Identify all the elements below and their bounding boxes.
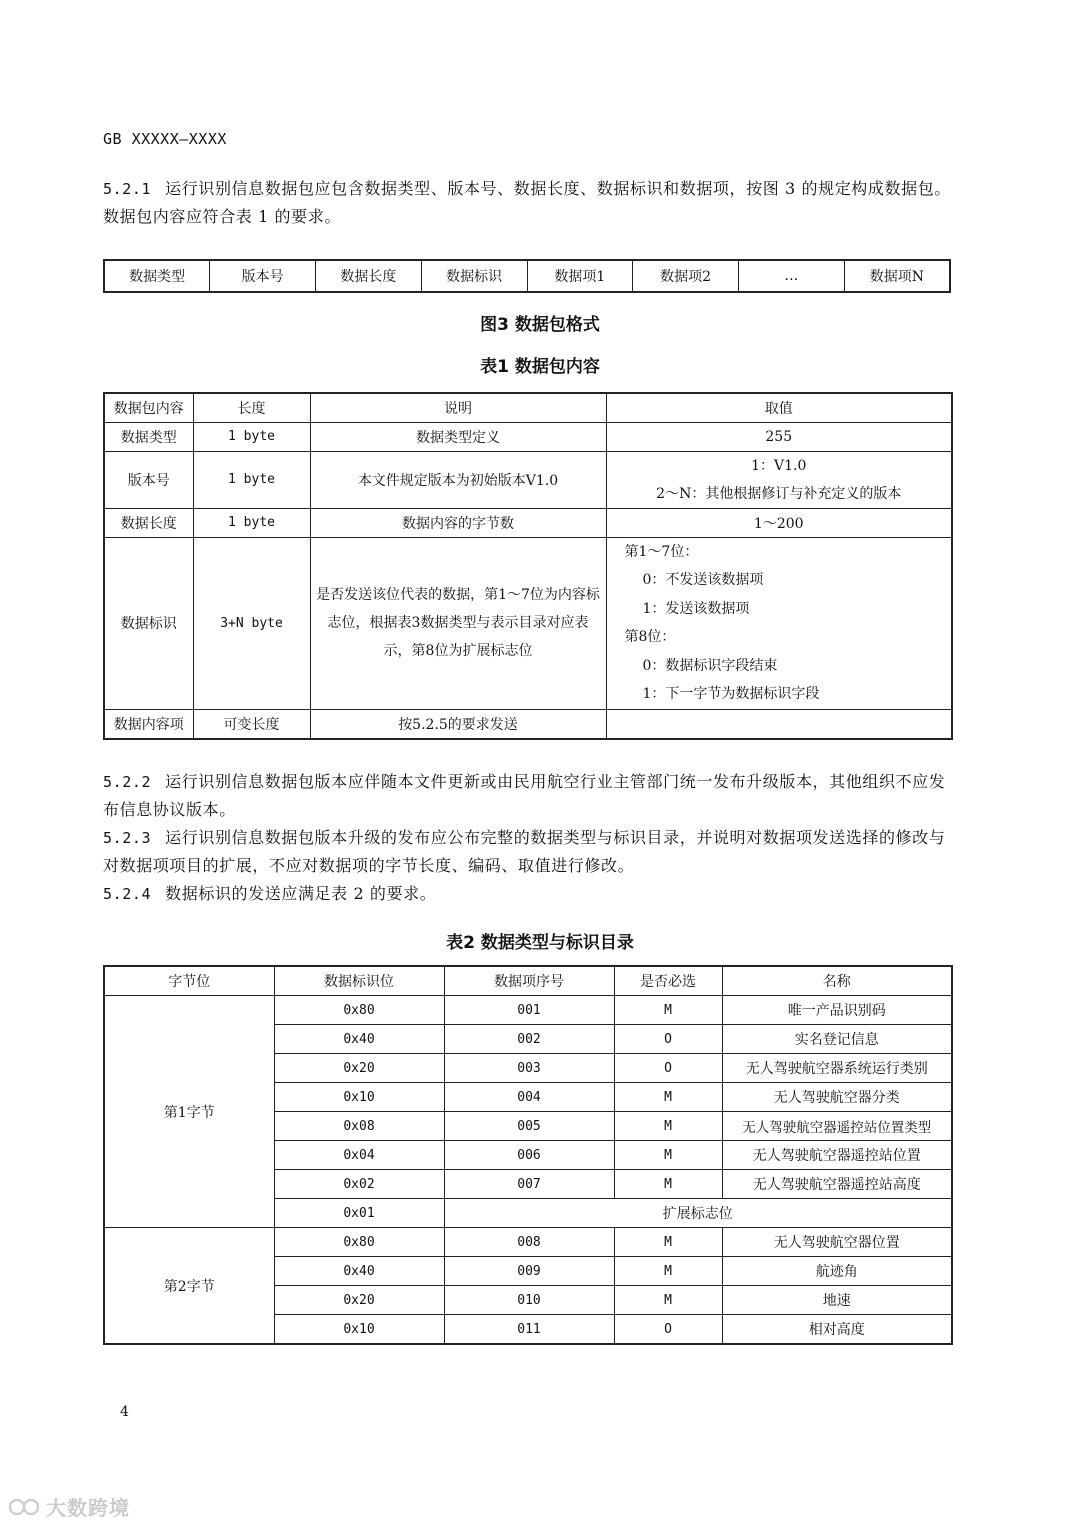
value-line: 2～N：其他根据修订与补充定义的版本 <box>656 485 902 502</box>
value-line: 第1～7位： <box>624 543 699 560</box>
seq-cell: 004 <box>444 1083 614 1112</box>
standard-code: GB XXXXX—XXXX <box>103 130 227 148</box>
name-cell: 航迹角 <box>722 1257 952 1286</box>
bit-cell: 0x04 <box>274 1141 444 1170</box>
row-value <box>606 709 952 739</box>
seq-cell: 005 <box>444 1112 614 1141</box>
row-name: 数据类型 <box>104 422 193 451</box>
bit-cell: 0x80 <box>274 996 444 1025</box>
name-cell: 无人驾驶航空器遥控站高度 <box>722 1170 952 1199</box>
byte-group-label: 第2字节 <box>104 1228 274 1345</box>
req-cell: O <box>614 1025 722 1054</box>
clause-5-2-2 <box>103 768 951 824</box>
fig3-cell: 版本号 <box>210 260 316 292</box>
name-cell: 地速 <box>722 1286 952 1315</box>
req-cell: M <box>614 1286 722 1315</box>
row-value: 255 <box>606 422 952 451</box>
req-cell: M <box>614 1257 722 1286</box>
req-cell: M <box>614 1228 722 1257</box>
table-2-caption: 表2 数据类型与标识目录 <box>446 933 634 953</box>
req-cell: M <box>614 1170 722 1199</box>
clause-text: 数据标识的发送应满足表 2 的要求。 <box>165 884 437 903</box>
clause-text: 运行识别信息数据包版本应伴随本文件更新或由民用航空行业主管部门统一发布升级版本，其他组织不应发布信息协议版本。 <box>103 772 946 819</box>
table-1-packet-content <box>103 392 953 740</box>
table-1-caption: 表1 数据包内容 <box>480 357 600 377</box>
row-value <box>606 451 952 508</box>
table-row <box>104 508 952 537</box>
row-value <box>606 537 952 709</box>
table-header-cell: 是否必选 <box>614 966 722 996</box>
page-number: 4 <box>120 1404 129 1420</box>
watermark <box>8 1492 130 1521</box>
bit-cell: 0x10 <box>274 1315 444 1345</box>
name-cell: 实名登记信息 <box>722 1025 952 1054</box>
row-length: 1 byte <box>193 451 310 508</box>
req-cell: M <box>614 1083 722 1112</box>
row-length: 可变长度 <box>193 709 310 739</box>
row-desc: 按5.2.5的要求发送 <box>310 709 606 739</box>
seq-cell: 008 <box>444 1228 614 1257</box>
value-line: 0：数据标识字段结束 <box>642 657 778 674</box>
bit-cell: 0x10 <box>274 1083 444 1112</box>
table-row <box>104 537 952 709</box>
table-header-cell: 字节位 <box>104 966 274 996</box>
clause-number: 5.2.4 <box>103 885 152 903</box>
req-cell: O <box>614 1315 722 1345</box>
row-desc: 数据类型定义 <box>310 422 606 451</box>
name-cell: 无人驾驶航空器遥控站位置 <box>722 1141 952 1170</box>
row-name: 数据内容项 <box>104 709 193 739</box>
bit-cell: 0x08 <box>274 1112 444 1141</box>
row-length: 1 byte <box>193 508 310 537</box>
value-line: 第8位： <box>624 629 676 645</box>
table-2-data-type-catalog <box>103 965 953 1345</box>
name-cell: 相对高度 <box>722 1315 952 1345</box>
watermark-text: 大数跨境 <box>46 1496 130 1520</box>
watermark-logo-icon <box>8 1496 42 1518</box>
figure-3-caption: 图3 数据包格式 <box>480 315 600 335</box>
table-header-cell: 名称 <box>722 966 952 996</box>
fig3-cell: … <box>739 260 845 292</box>
table-row <box>104 709 952 739</box>
value-line: 1：发送该数据项 <box>642 600 750 617</box>
seq-cell: 009 <box>444 1257 614 1286</box>
row-value: 1～200 <box>606 508 952 537</box>
clause-5-2-1 <box>103 175 951 231</box>
bit-cell: 0x80 <box>274 1228 444 1257</box>
row-desc: 本文件规定版本为初始版本V1.0 <box>310 451 606 508</box>
row-desc: 数据内容的字节数 <box>310 508 606 537</box>
seq-cell: 007 <box>444 1170 614 1199</box>
table-row <box>104 451 952 508</box>
req-cell: O <box>614 1054 722 1083</box>
row-name: 数据长度 <box>104 508 193 537</box>
bit-cell: 0x20 <box>274 1286 444 1315</box>
table-header-cell: 取值 <box>606 393 952 422</box>
name-cell: 无人驾驶航空器遥控站位置类型 <box>722 1112 952 1141</box>
fig3-cell: 数据项1 <box>527 260 633 292</box>
fig3-cell: 数据项N <box>844 260 950 292</box>
name-cell: 唯一产品识别码 <box>722 996 952 1025</box>
clause-number: 5.2.1 <box>103 180 152 198</box>
req-cell: M <box>614 1112 722 1141</box>
table-header-cell: 数据项序号 <box>444 966 614 996</box>
clause-5-2-3 <box>103 824 951 880</box>
seq-cell: 002 <box>444 1025 614 1054</box>
fig3-cell: 数据类型 <box>104 260 210 292</box>
row-name: 数据标识 <box>104 537 193 709</box>
byte-group-label: 第1字节 <box>104 996 274 1228</box>
row-length: 3+N byte <box>193 537 310 709</box>
bit-cell: 0x40 <box>274 1025 444 1054</box>
bit-cell: 0x02 <box>274 1170 444 1199</box>
figure-3-packet-format <box>103 259 951 293</box>
value-line: 1：V1.0 <box>751 457 807 474</box>
req-cell: M <box>614 1141 722 1170</box>
seq-cell: 001 <box>444 996 614 1025</box>
seq-cell: 006 <box>444 1141 614 1170</box>
table-row <box>104 422 952 451</box>
extension-flag-cell: 扩展标志位 <box>444 1199 952 1228</box>
table-header-cell: 说明 <box>310 393 606 422</box>
table-row <box>104 1228 952 1257</box>
value-line: 1：下一字节为数据标识字段 <box>642 686 820 702</box>
row-length: 1 byte <box>193 422 310 451</box>
table-row <box>104 996 952 1025</box>
row-desc: 是否发送该位代表的数据，第1～7位为内容标志位，根据表3数据类型与表示目录对应表示，第8位为扩展标志位 <box>310 537 606 709</box>
row-name: 版本号 <box>104 451 193 508</box>
fig3-cell: 数据标识 <box>421 260 527 292</box>
fig3-cell: 数据长度 <box>316 260 422 292</box>
name-cell: 无人驾驶航空器系统运行类别 <box>722 1054 952 1083</box>
name-cell: 无人驾驶航空器分类 <box>722 1083 952 1112</box>
bit-cell: 0x40 <box>274 1257 444 1286</box>
req-cell: M <box>614 996 722 1025</box>
clause-text: 运行识别信息数据包版本升级的发布应公布完整的数据类型与标识目录，并说明对数据项发送选择的修改与对数据项项目的扩展，不应对数据项的字节长度、编码、取值进行修改。 <box>103 828 946 875</box>
table-header-cell: 长度 <box>193 393 310 422</box>
table-header-cell: 数据标识位 <box>274 966 444 996</box>
bit-cell: 0x01 <box>274 1199 444 1228</box>
clause-number: 5.2.3 <box>103 829 152 847</box>
seq-cell: 003 <box>444 1054 614 1083</box>
name-cell: 无人驾驶航空器位置 <box>722 1228 952 1257</box>
bit-cell: 0x20 <box>274 1054 444 1083</box>
table-header-cell: 数据包内容 <box>104 393 193 422</box>
seq-cell: 010 <box>444 1286 614 1315</box>
seq-cell: 011 <box>444 1315 614 1345</box>
value-line: 0：不发送该数据项 <box>642 572 764 588</box>
fig3-cell: 数据项2 <box>633 260 739 292</box>
clause-text: 运行识别信息数据包应包含数据类型、版本号、数据长度、数据标识和数据项，按图 3 的规定构成数据包。数据包内容应符合表 1 的要求。 <box>103 179 951 226</box>
clause-number: 5.2.2 <box>103 773 152 791</box>
clause-5-2-4 <box>103 880 951 908</box>
